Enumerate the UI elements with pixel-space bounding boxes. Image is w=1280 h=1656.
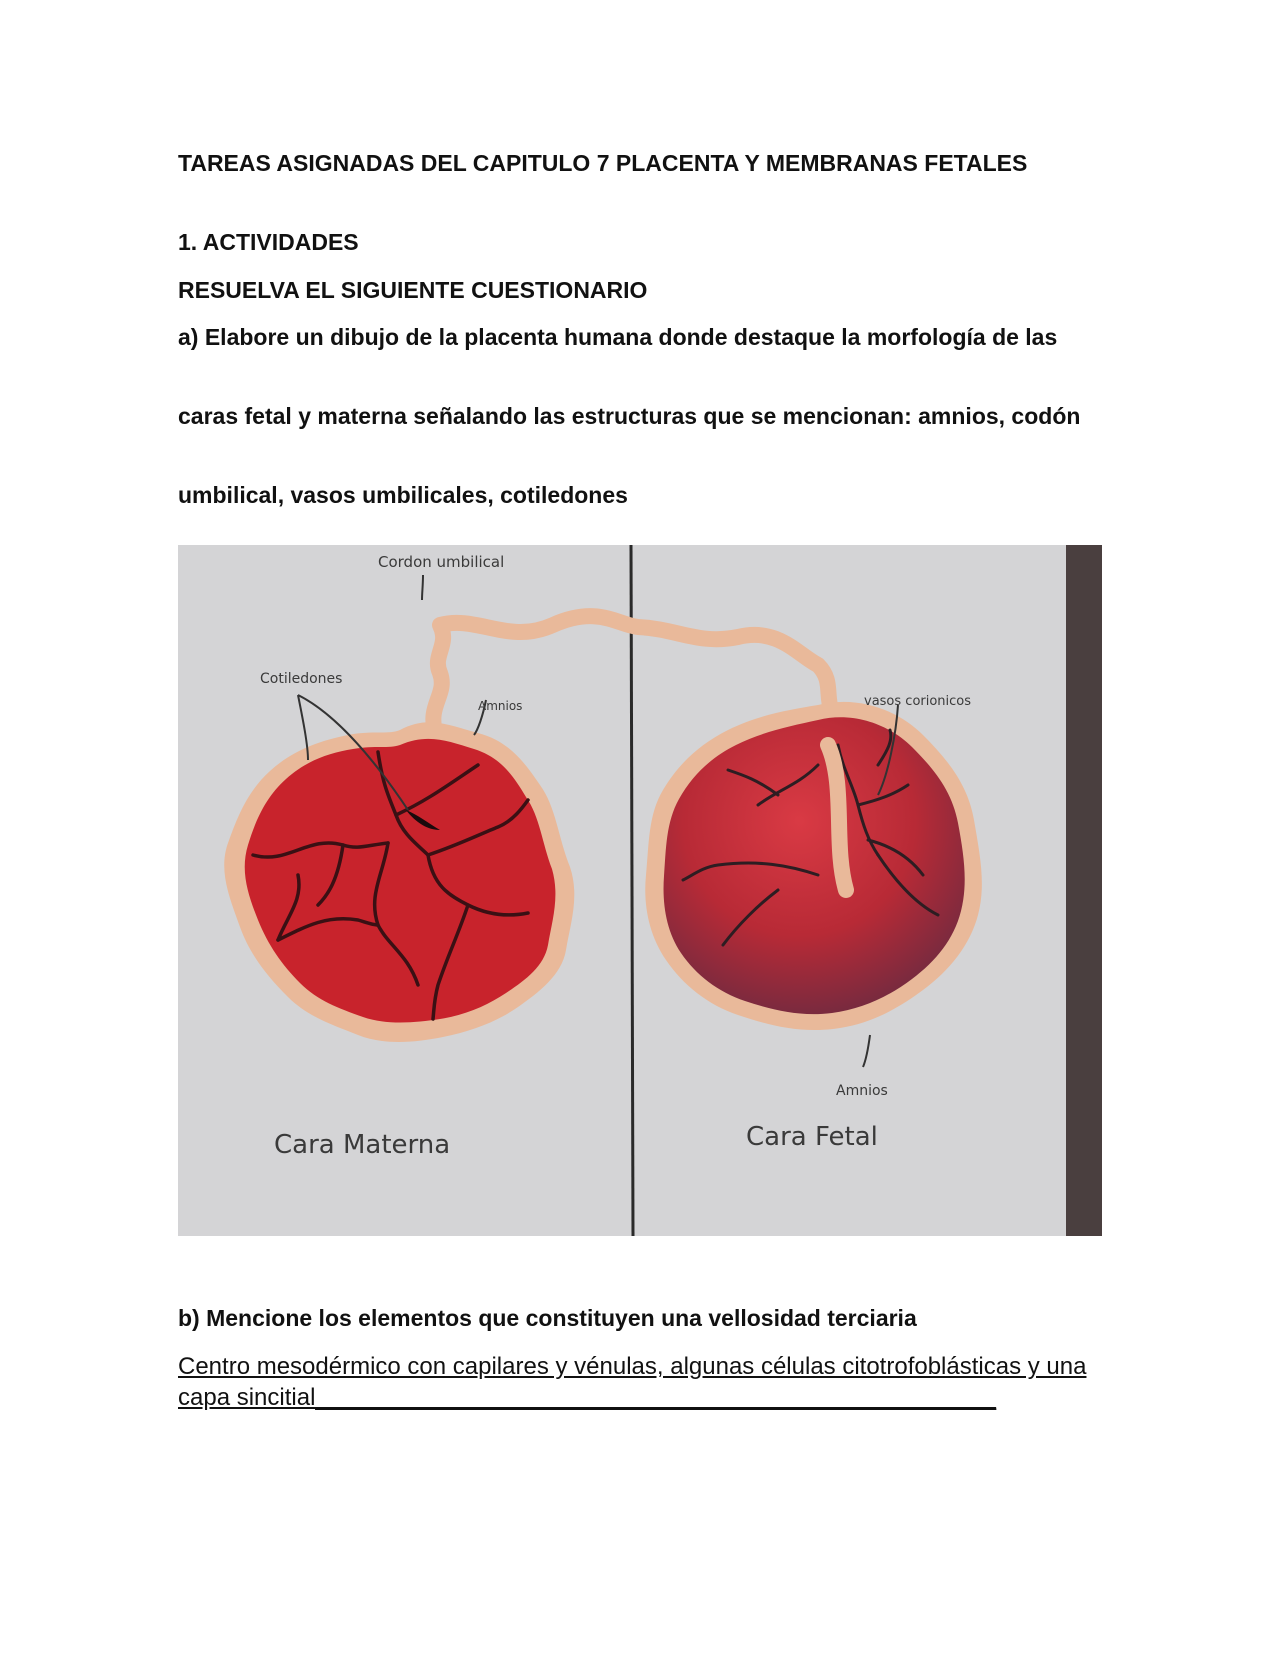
document-title: TAREAS ASIGNADAS DEL CAPITULO 7 PLACENTA Y MEMBRANAS FETALES: [178, 150, 1028, 176]
divider-line: [631, 545, 633, 1236]
question-b-answer: Centro mesodérmico con capilares y vénulas, algunas células citotrofoblásticas y una capa sincitial___________________________________________________: [178, 1353, 1087, 1411]
instruction-heading: RESUELVA EL SIGUIENTE CUESTIONARIO: [178, 277, 648, 303]
dark-edge: [1066, 545, 1102, 1236]
label-cordon-umbilical: Cordon umbilical: [378, 553, 505, 571]
question-b: b) Mencione los elementos que constituyen una vellosidad terciaria: [178, 1305, 917, 1331]
placenta-drawing: [178, 545, 1102, 1236]
label-cara-fetal: Cara Fetal: [746, 1122, 878, 1152]
question-a-line-2: caras fetal y materna señalando las estructuras que se mencionan: amnios, codón: [178, 403, 1081, 429]
question-a-line-3: umbilical, vasos umbilicales, cotiledones: [178, 482, 628, 508]
label-vasos-corionicos: vasos corionicos: [864, 694, 972, 709]
question-a-line-1: a) Elabore un dibujo de la placenta humana donde destaque la morfología de las: [178, 324, 1058, 350]
label-cara-materna: Cara Materna: [274, 1130, 451, 1160]
label-amnios-left: Amnios: [478, 699, 523, 713]
label-amnios-right: Amnios: [836, 1083, 888, 1099]
placenta-drawing-svg: [178, 545, 1102, 1236]
label-cotiledones: Cotiledones: [260, 671, 343, 687]
section-heading: 1. ACTIVIDADES: [178, 229, 359, 255]
